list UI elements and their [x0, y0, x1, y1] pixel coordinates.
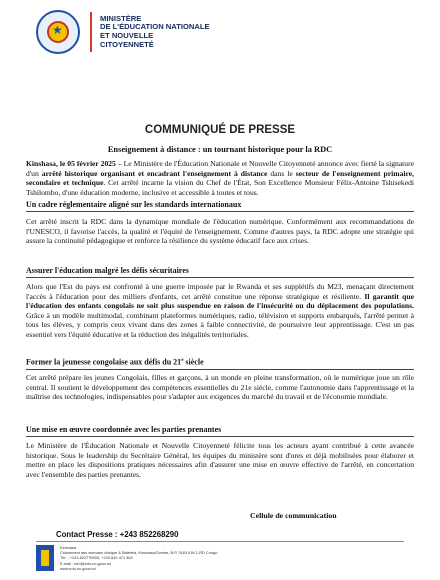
footer-phone: Tél. : +243 822776903, +243 840 471 463: [60, 555, 133, 561]
footer-flag-icon: [36, 545, 54, 571]
section-heading-1: Un cadre réglementaire aligné sur les standards internationaux: [26, 200, 414, 212]
section2-text-b: Grâce à un modèle multimodal, combinant plateformes numériques, radio, télévision et supports embarqués, l'arrêté permet à tous les élèves, y compris ceux vivant dans des zones à faible connectivité, de poursuivre leur apprentissage. C'est un pas essentiel vers l'équité éducative et la réduction des inégalités territoriales.: [26, 310, 414, 339]
section3-heading-end: siècle: [183, 357, 204, 367]
footer-address: Croisement des avenues clinique & Batetela, Kinshasa/Gombe, B.P. 3163 KIN 1-RD Congo: [60, 550, 218, 556]
intro-bold-b: secteur de l'enseignement primaire, secondaire et technique: [26, 168, 414, 188]
intro-bold-a: arrêté historique organisant et encadrant l'enseignement à distance: [41, 168, 268, 178]
footer-website[interactable]: www.edu-nc.gouv.cd: [60, 565, 96, 571]
signoff: Cellule de communication: [250, 511, 337, 520]
section-paragraph-1: Cet arrêté inscrit la RDC dans la dynamique mondiale de l'éducation numérique. Conformément aux recommandations de l'UNESCO, il favorise l'accès, la qualité et l'équité de l'enseignement. Comme d'autres pays, la RDC adopte une stratégie qui assure la continuité pédagogique et renforce la résilience du système éducatif face aux crises.: [26, 217, 414, 246]
letterhead-divider: [90, 12, 92, 52]
section2-text-a: Alors que l'Est du pays est confronté à une guerre imposée par le Rwanda et ses supplétifs du M23, menaçant directement l'accès à l'éducation pour des milliers d'enfants, cet arrêté constitue une réponse stratégique et résiliente.: [26, 282, 414, 301]
section-paragraph-2: [26, 282, 414, 340]
section-heading-3: [26, 356, 414, 370]
ministry-name: [100, 15, 210, 49]
section-paragraph-3: Cet arrêté prépare les jeunes Congolais, filles et garçons, à un monde en pleine transformation, où le numérique joue un rôle central. Il soutient le développement des compétences essentielles du 21e siècle, comme l'autonomie dans l'apprentissage et la maîtrise des technologies, indispensables pour s'adapter aux exigences du marché du travail et de l'économie mondiale.: [26, 373, 414, 402]
intro-text-b: dans le: [267, 168, 296, 178]
ministry-line-1: MINISTÈRE: [100, 13, 142, 23]
ministry-line-2: DE L'ÉDUCATION NATIONALE: [100, 22, 210, 32]
section3-heading-text: Former la jeunesse congolaise aux défis du 21: [26, 357, 182, 367]
footer-divider: [36, 541, 404, 542]
ministry-line-3: ET NOUVELLE: [100, 31, 154, 40]
intro-text-c: . Cet arrêté incarne la vision du Chef de l'État, Son Excellence Monsieur Félix-Antoine Tshisekedi Tshilombo, d'une éducation moderne, inclusive et accessible à toutes et tous.: [26, 178, 414, 197]
document-title: COMMUNIQUÉ DE PRESSE: [144, 124, 296, 136]
place-date: Kinshasa, le 05 février 2025: [26, 159, 116, 168]
letterhead: [36, 10, 210, 54]
intro-paragraph: [26, 159, 414, 197]
ministry-line-4: CITOYENNETÉ: [100, 39, 154, 49]
document-subtitle: Enseignement à distance : un tournant historique pour la RDC: [107, 145, 333, 154]
coat-of-arms-icon: ★: [36, 10, 80, 54]
footer: [60, 545, 217, 571]
press-contact: Contact Presse : +243 852268290: [56, 530, 179, 539]
footer-city: Kinshasa: [60, 545, 77, 550]
section-heading-4: Une mise en œuvre coordonnée avec les parties prenantes: [26, 425, 414, 437]
section-heading-2: Assurer l'éducation malgré les défis sécuritaires: [26, 266, 414, 278]
section3-heading-sup: e: [181, 358, 184, 363]
section2-bold-a: Il garantit que l'éducation des enfants congolais ne soit plus suspendue en raison de l'insécurité ou du déplacement des populations.: [26, 291, 414, 311]
intro-text-a: – Le Ministère de l'Éducation Nationale et Nouvelle Citoyenneté annonce avec fierté la signature d'un: [26, 159, 414, 178]
section-paragraph-4: Le Ministère de l'Éducation Nationale et Nouvelle Citoyenneté félicite tous les acteurs ayant contribué à cette avancée historique. Sous le leadership du Secrétaire Général, les équipes du ministère sont d'ores et déjà mobilisées pour élaborer et mettre en place les dispositions pratiques nécessaires afin d'assurer une mise en œuvre effective de l'arrêté, en concertation avec l'ensemble des parties prenantes.: [26, 441, 414, 479]
footer-email[interactable]: E-mail : info@edu-nc.gouv.cd: [60, 560, 111, 566]
